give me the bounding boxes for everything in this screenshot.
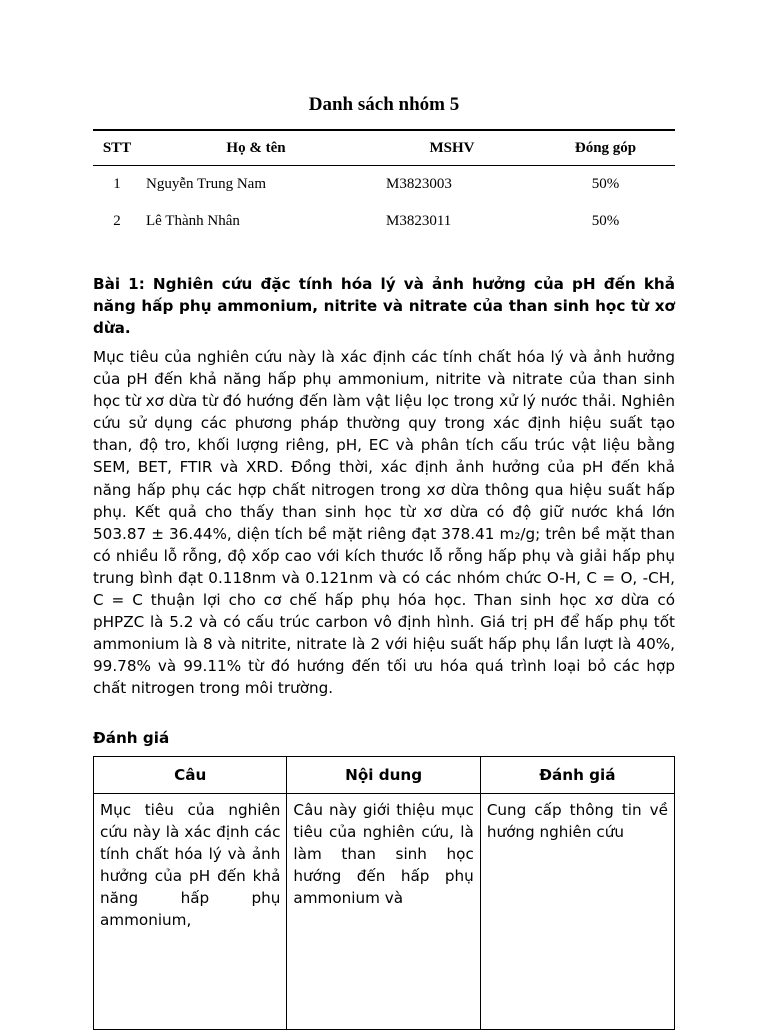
member-mshv: M3823003 [386, 176, 452, 192]
member-name: Lê Thành Nhân [146, 213, 240, 229]
members-table-header-row [93, 130, 675, 166]
header-stt: STT [93, 130, 141, 166]
evaluation-heading: Đánh giá [93, 729, 170, 747]
header-name-label: Họ & tên [226, 139, 286, 156]
table-row [93, 166, 675, 204]
table-row [93, 203, 675, 240]
member-contribution: 50% [591, 213, 620, 229]
header-sentence: Câu [94, 757, 287, 794]
member-mshv: M3823011 [386, 213, 452, 229]
member-name: Nguyễn Trung Nam [146, 176, 267, 192]
members-table [93, 129, 675, 240]
member-stt: 1 [113, 176, 121, 192]
header-mshv [386, 130, 536, 166]
group-list-title: Danh sách nhóm 5 [308, 94, 460, 115]
review-table-header-row [94, 757, 675, 794]
table-row [94, 794, 675, 1030]
review-sentence-cell: Mục tiêu của nghiên cứu này là xác định các tính chất hóa lý và ảnh hưởng của pH đến khả năng hấp phụ ammonium, [94, 794, 287, 1030]
member-stt: 2 [113, 213, 121, 229]
review-table [93, 756, 675, 1030]
header-name [141, 130, 386, 166]
header-content: Nội dung [287, 757, 480, 794]
member-contribution: 50% [591, 176, 620, 192]
header-evaluation: Đánh giá [480, 757, 674, 794]
section-title: Bài 1: Nghiên cứu đặc tính hóa lý và ảnh hưởng của pH đến khả năng hấp phụ ammonium, nitrite và nitrate của than sinh học từ xơ dừa. [93, 275, 675, 337]
review-evaluation-cell: Cung cấp thông tin về hướng nghiên cứu [480, 794, 674, 1030]
abstract-paragraph: Mục tiêu của nghiên cứu này là xác định các tính chất hóa lý và ảnh hưởng của pH đến khả năng hấp phụ ammonium, nitrite và nitrate của than sinh học từ xơ dừa từ đó hướng đến làm vật liệu lọc trong xử lý nước thải. Nghiên cứu sử dụng các phương pháp thường quy trong xác định hiệu suất tạo than, độ tro, khối lượng riêng, pH, EC và phân tích cấu trúc vật liệu bằng SEM, BET, FTIR và XRD. Đồng thời, xác định ảnh hưởng của pH đến khả năng hấp phụ các hợp chất nitrogen trong xơ dừa thông qua hiệu suất hấp phụ. Kết quả cho thấy than sinh học từ xơ dừa có độ giữ nước khá lớn 503.87 ± 36.44%, diện tích bề mặt riêng đạt 378.41 m₂/g; trên bề mặt than có nhiều lỗ rỗng, độ xốp cao với kích thước lỗ rỗng hấp phụ và giải hấp phụ trung bình đạt 0.118nm và 0.121nm và có các nhóm chức O-H, C = O, -CH, C = C thuận lợi cho cơ chế hấp phụ hóa học. Than sinh học xơ dừa có pHPZC là 5.2 và có cấu trúc carbon vô định hình. Giá trị pH để hấp phụ tốt ammonium là 8 và nitrite, nitrate là 2 với hiệu suất hấp phụ lần lượt là 40%, 99.78% và 99.11% từ đó hướng đến tối ưu hóa quá trình loại bỏ các hợp chất nitrogen trong môi trường. [93, 348, 675, 698]
header-contribution: Đóng góp [536, 130, 675, 166]
header-mshv-label: MSHV [429, 139, 475, 156]
review-content-cell: Câu này giới thiệu mục tiêu của nghiên cứu, là làm than sinh học hướng đến hấp phụ ammonium và [287, 794, 480, 1030]
